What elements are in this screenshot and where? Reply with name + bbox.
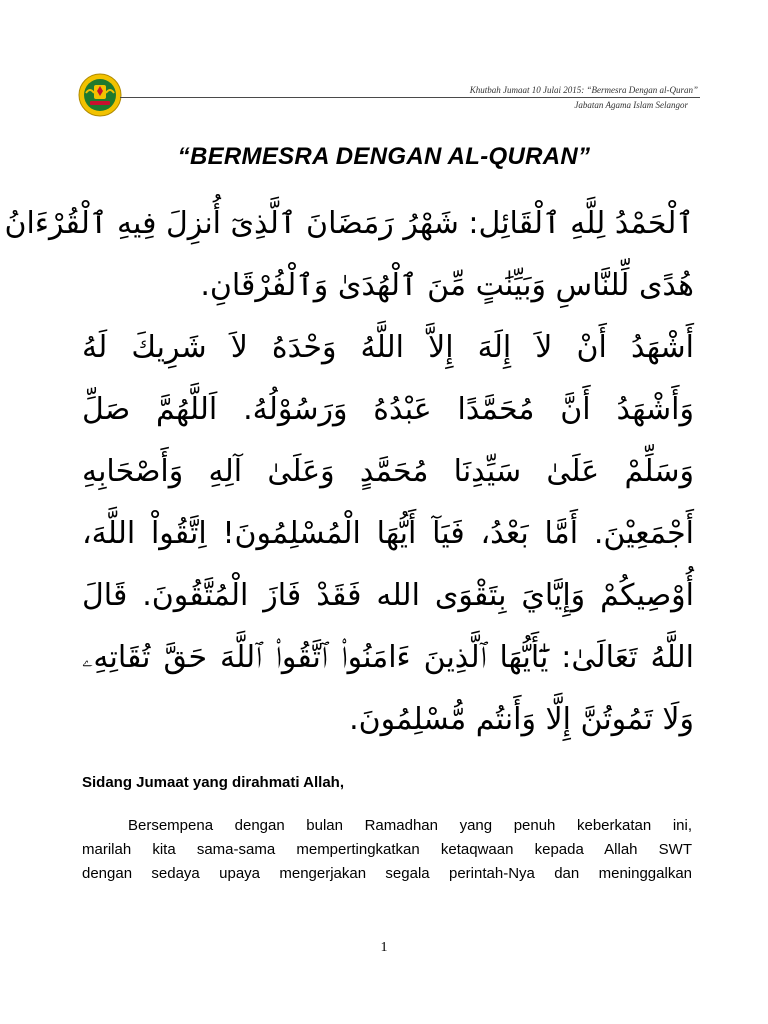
arabic-line: أَجْمَعِيْنَ. أَمَّا بَعْدُ، فَيَآ أَيُّهَا الْمُسْلِمُونَ! اِتَّقُواْ اللَّهَ، xyxy=(82,516,694,551)
arabic-line: هُدًى لِّلنَّاسِ وَبَيِّنَٰتٍ مِّنَ ٱلْهُدَىٰ وَٱلْفُرْقَانِ. xyxy=(200,268,694,303)
arabic-line: ٱلْحَمْدُ لِلَّهِ ٱلْقَائِل: شَهْرُ رَمَضَانَ ٱلَّذِىٓ أُنزِلَ فِيهِ ٱلْقُرْءَانُ xyxy=(4,206,694,241)
header-sermon-info: Khutbah Jumaat 10 Julai 2015: “Bermesra Dengan al-Quran” xyxy=(469,85,698,95)
section-heading: Sidang Jumaat yang dirahmati Allah, xyxy=(82,774,345,791)
header-department: Jabatan Agama Islam Selangor xyxy=(574,100,688,110)
page-header xyxy=(0,0,768,130)
arabic-line: وَسَلِّمْ عَلَىٰ سَيِّدِنَا مُحَمَّدٍ وَعَلَىٰ آلِهِ وَأَصْحَابِهِ xyxy=(82,454,694,489)
document-title: “BERMESRA DENGAN AL-QURAN” xyxy=(177,143,591,170)
arabic-line: وَلَا تَمُوتُنَّ إِلَّا وَأَنتُم مُّسْلِمُونَ. xyxy=(349,702,694,737)
body-paragraph xyxy=(82,814,692,886)
arabic-line: أُوْصِيكُمْ وَإِيَّايَ بِتَقْوَى الله فَقَدْ فَازَ الْمُتَّقُونَ. قَالَ xyxy=(82,578,694,613)
paragraph-line: marilah kita sama-sama mempertingkatkan ketaqwaan kepada Allah SWT xyxy=(82,841,692,858)
paragraph-line: dengan sedaya upaya mengerjakan segala perintah-Nya dan meninggalkan xyxy=(82,865,692,882)
page-number: 1 xyxy=(380,940,388,955)
header-divider xyxy=(120,97,700,98)
arabic-line: اللَّهُ تَعَالَىٰ: يَٰٓأَيُّهَا ٱلَّذِينَ ءَامَنُوا۟ ٱتَّقُوا۟ ٱللَّهَ حَقَّ تُقَاتِهِۦ xyxy=(82,640,694,675)
arabic-opening-text xyxy=(4,193,694,751)
arabic-line: أَشْهَدُ أَنْ لاَ إِلَهَ إِلاَّ اللَّهُ وَحْدَهُ لاَ شَرِيكَ لَهُ xyxy=(82,330,694,365)
paragraph-line: Bersempena dengan bulan Ramadhan yang penuh keberkatan ini, xyxy=(128,817,692,834)
crest-logo-icon xyxy=(78,73,122,117)
arabic-line: وَأَشْهَدُ أَنَّ مُحَمَّدًا عَبْدُهُ وَرَسُوْلُهُ. اَللَّهُمَّ صَلِّ xyxy=(82,392,694,427)
